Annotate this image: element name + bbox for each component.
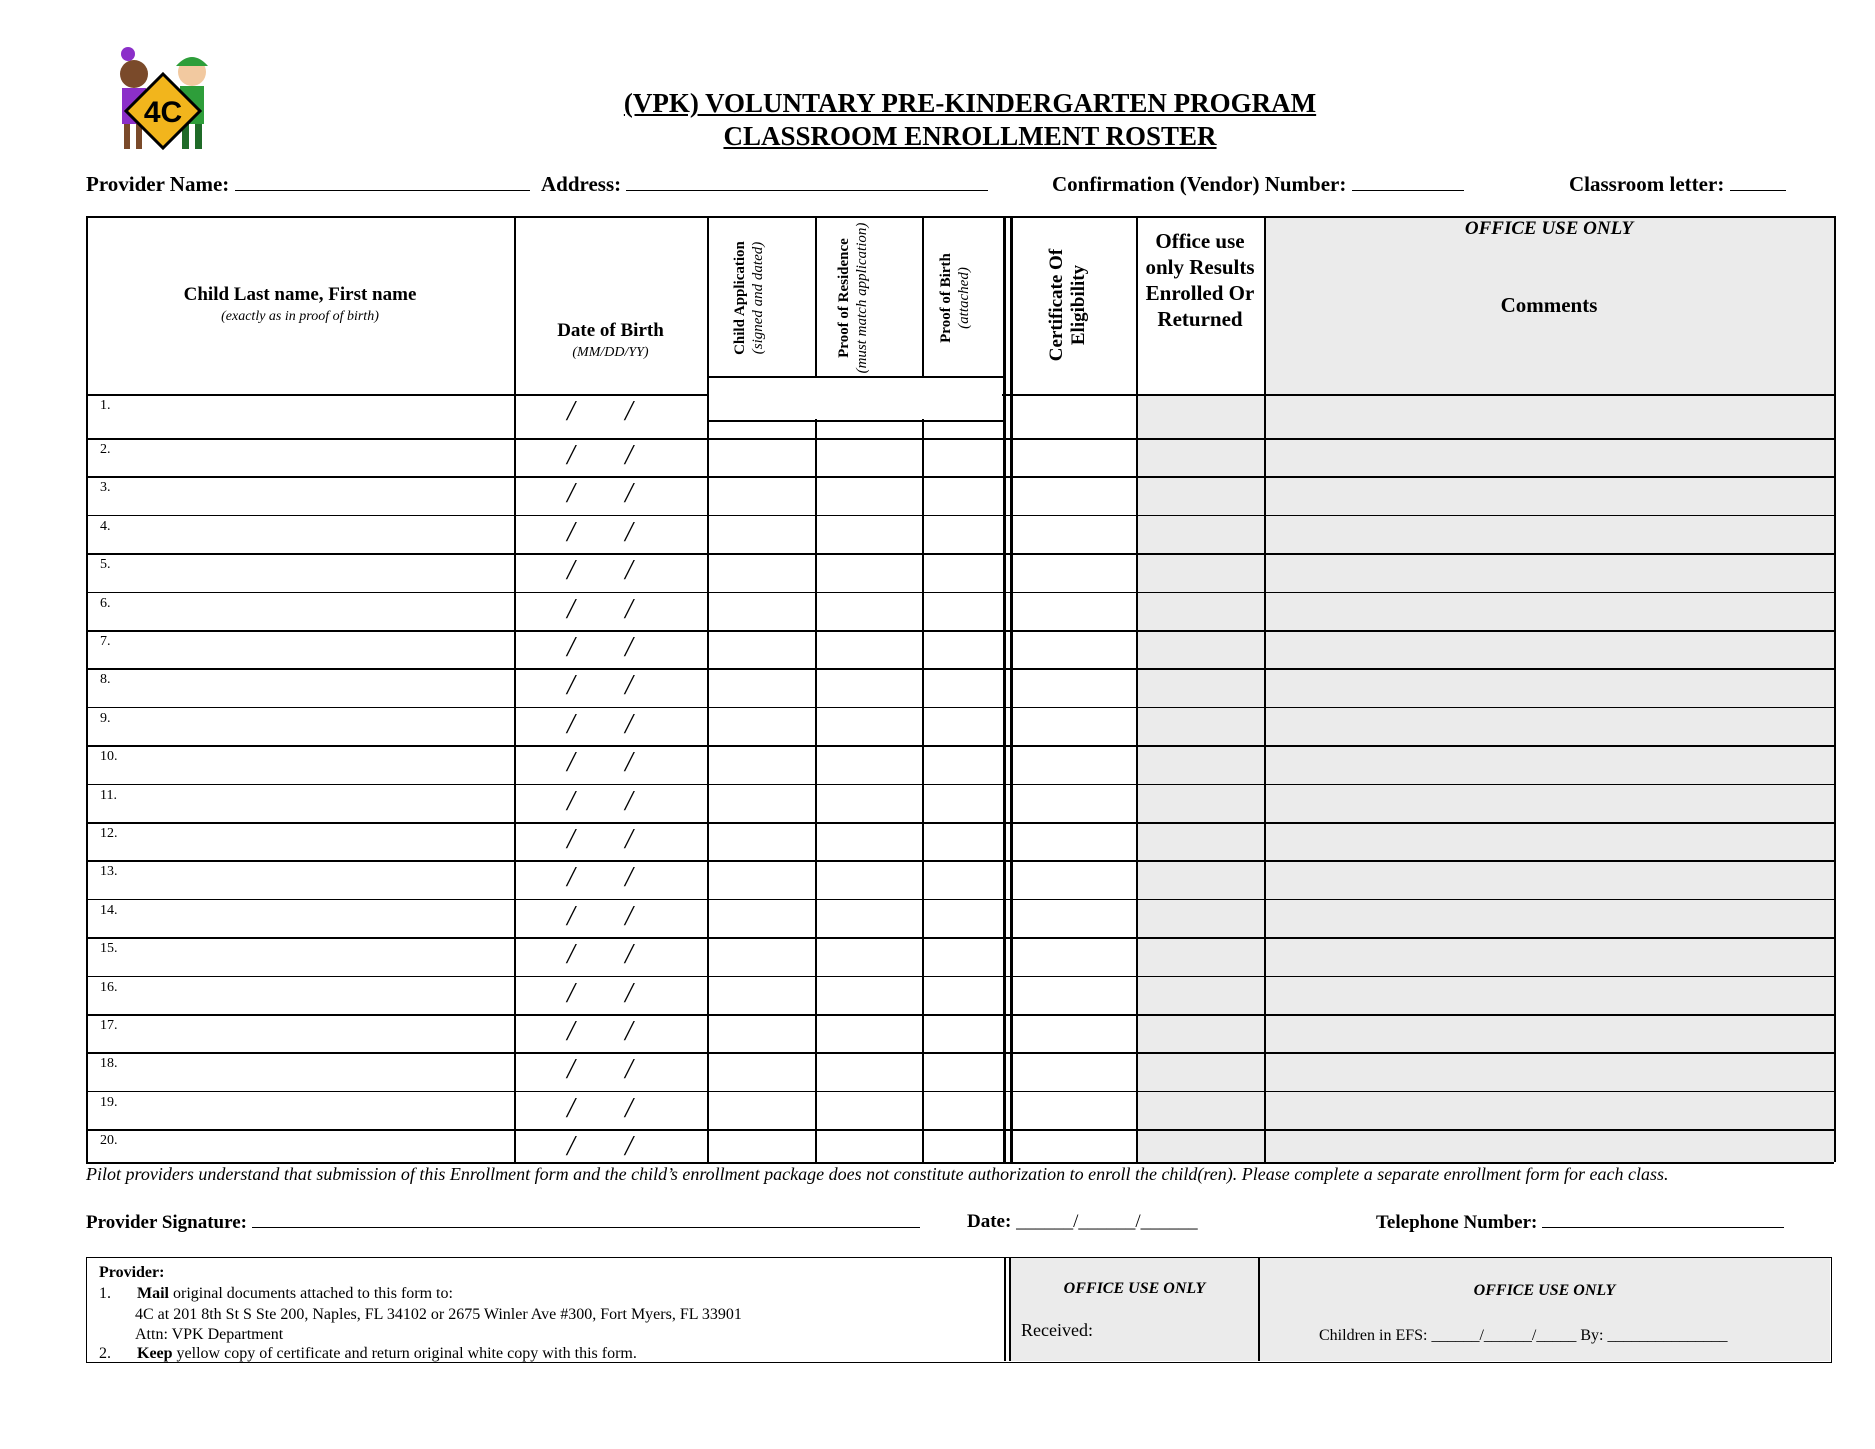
row-number: 9.: [100, 710, 111, 726]
office-results-header: Office use only Results Enrolled Or Returned: [1145, 229, 1255, 331]
signature-blank[interactable]: [252, 1211, 920, 1228]
date-separator: /: [567, 516, 575, 548]
instructions-box: [86, 1257, 1832, 1363]
table-top-border: [86, 216, 1834, 218]
row-line-15: [86, 976, 1834, 978]
date-separator: /: [567, 440, 575, 471]
date-separator: /: [625, 396, 633, 427]
table-left-border: [86, 216, 88, 1162]
instruction-1-number: 1.: [99, 1285, 111, 1302]
address-field[interactable]: [541, 170, 988, 198]
date-separator: /: [567, 478, 575, 510]
instruction-2-text: yellow copy of certificate and return original white copy with this form.: [176, 1345, 637, 1362]
date-separator: /: [567, 670, 575, 702]
row-number: 13.: [100, 864, 118, 880]
row-number: 14.: [100, 902, 118, 918]
confirmation-field[interactable]: [1052, 170, 1464, 198]
row-number: 17.: [100, 1018, 118, 1033]
address-label: Address:: [541, 172, 622, 196]
date-separator: /: [625, 785, 633, 817]
date-separator: /: [567, 785, 575, 817]
instruction-1: [99, 1283, 453, 1304]
date-separator: /: [625, 939, 633, 971]
address-blank[interactable]: [626, 170, 988, 191]
pilot-box-fill: [709, 378, 1002, 419]
provider-heading: Provider:: [99, 1264, 165, 1281]
row-number: 10.: [100, 749, 118, 765]
row-line-18: [86, 1091, 1834, 1093]
row-line-11: [86, 822, 1834, 824]
date-separator: /: [625, 632, 633, 663]
row-number: 11.: [100, 787, 117, 803]
date-separator: /: [625, 708, 633, 740]
date-separator: /: [567, 708, 575, 740]
signature-label: Provider Signature:: [86, 1212, 247, 1233]
row-number: 19.: [100, 1094, 118, 1110]
classroom-field[interactable]: [1569, 170, 1786, 198]
proof-birth-note: (attached): [956, 267, 972, 329]
instruction-2-number: 2.: [99, 1345, 111, 1362]
dob-header-note: (MM/DD/YY): [572, 345, 649, 360]
date-label: Date:: [967, 1211, 1012, 1232]
date-separator: /: [625, 478, 633, 510]
row-number: 16.: [100, 979, 118, 995]
row-number: 7.: [100, 634, 111, 649]
row-line-5: [86, 592, 1834, 594]
row-line-2: [86, 476, 1834, 478]
column-divider-4: [922, 216, 924, 1162]
date-separator: /: [625, 670, 633, 702]
row-line-17: [86, 1052, 1834, 1054]
svg-text:4C: 4C: [143, 96, 183, 129]
comments-header: Comments: [1500, 293, 1598, 317]
office-use-only-1: OFFICE USE ONLY: [1063, 1280, 1206, 1297]
row-number: 12.: [100, 826, 118, 841]
row-number: 1.: [100, 398, 111, 413]
provider-name-label: Provider Name:: [86, 172, 230, 196]
row-number: 2.: [100, 442, 111, 457]
bottom-office-divider: [1258, 1258, 1260, 1361]
telephone-label: Telephone Number:: [1376, 1212, 1538, 1233]
date-separator: /: [567, 1054, 575, 1086]
office-use-only-header: OFFICE USE ONLY: [1464, 218, 1634, 239]
proof-birth-label: Proof of Birth: [938, 253, 954, 343]
confirmation-blank[interactable]: [1352, 170, 1464, 191]
children-in-efs: Children in EFS: ______/______/_____ By: _______________: [1319, 1327, 1728, 1344]
child-application-label: Child Application: [732, 241, 748, 355]
office-use-only-2: OFFICE USE ONLY: [1473, 1282, 1616, 1299]
column-divider-1: [514, 216, 516, 1162]
column-divider-5: [1136, 216, 1138, 1162]
column-divider-2: [707, 216, 709, 1162]
4c-logo: [104, 44, 222, 159]
pilot-disclaimer: Pilot providers understand that submission of this Enrollment form and the child’s enrollment package does not constitute authorization to enroll the child(ren). Please complete a separate enrollment form for each class.: [86, 1164, 1669, 1184]
date-separator: /: [625, 862, 633, 894]
instruction-2: [99, 1343, 637, 1364]
date-separator: /: [567, 632, 575, 663]
date-separator: /: [625, 440, 633, 471]
office-results-column-shade: [1136, 394, 1264, 1162]
date-separator: /: [625, 1131, 633, 1163]
row-number: 5.: [100, 557, 111, 573]
row-line-1: [86, 438, 1834, 440]
date-separator: /: [567, 862, 575, 894]
date-separator: /: [625, 593, 633, 625]
row-line-19: [86, 1129, 1834, 1131]
mail-attn: Attn: VPK Department: [135, 1326, 284, 1343]
row-line-7: [86, 668, 1834, 670]
row-line-14: [86, 937, 1834, 939]
date-separator: /: [567, 824, 575, 855]
row-number: 4.: [100, 518, 111, 534]
double-divider-right: [1010, 216, 1013, 1162]
date-separator: /: [567, 939, 575, 971]
date-separator: /: [567, 900, 575, 932]
column-divider-3: [815, 216, 817, 1162]
row-line-13: [86, 899, 1834, 901]
child-name-header: [86, 284, 514, 328]
bottom-double-divider: [1004, 1258, 1011, 1361]
date-separator: /: [567, 977, 575, 1009]
row-line-10: [86, 784, 1834, 786]
received-label: Received:: [1021, 1320, 1093, 1340]
pilot-box-bottom: [707, 420, 1003, 422]
row-line-16: [86, 1014, 1834, 1016]
classroom-label: Classroom letter:: [1569, 172, 1725, 196]
date-separator: /: [625, 516, 633, 548]
telephone-field[interactable]: [1376, 1211, 1784, 1234]
date-separator: /: [625, 900, 633, 932]
child-name-header-note: (exactly as in proof of birth): [221, 309, 379, 324]
date-separator: /: [625, 555, 633, 587]
comments-column-shade: [1264, 216, 1834, 1162]
certificate-header: Certificate Of Eligibility: [1046, 248, 1089, 362]
child-name-header-label: Child Last name, First name: [183, 284, 417, 305]
date-separator: /: [625, 824, 633, 855]
date-separator: /: [567, 1131, 575, 1163]
form-subtitle: CLASSROOM ENROLLMENT ROSTER: [723, 121, 1217, 151]
proof-residence-note: (must match application): [854, 222, 870, 374]
confirmation-label: Confirmation (Vendor) Number:: [1052, 172, 1347, 196]
row-number: 8.: [100, 672, 111, 688]
classroom-blank[interactable]: [1730, 170, 1786, 191]
proof-residence-label: Proof of Residence: [836, 238, 852, 358]
form-title: (VPK) VOLUNTARY PRE-KINDERGARTEN PROGRAM: [623, 88, 1317, 118]
proof-birth-header: [937, 213, 1005, 383]
row-line-4: [86, 553, 1834, 555]
row-number: 20.: [100, 1133, 118, 1149]
column-divider-6: [1264, 216, 1266, 1162]
date-separator: /: [567, 593, 575, 625]
row-line-8: [86, 707, 1834, 709]
instruction-1-bold: Mail: [137, 1285, 169, 1302]
dob-header-label: Date of Birth: [557, 320, 664, 341]
row-number: 15.: [100, 941, 118, 957]
row-number: 18.: [100, 1056, 118, 1072]
date-separator: /: [567, 1016, 575, 1047]
mail-address: 4C at 201 8th St S Ste 200, Naples, FL 34102 or 2675 Winler Ave #300, Fort Myers, FL 33901: [135, 1306, 742, 1323]
date-separator: /: [567, 555, 575, 587]
date-separator: /: [625, 1054, 633, 1086]
date-separator: /: [567, 1092, 575, 1124]
provider-name-blank[interactable]: [235, 170, 530, 191]
row-line-3: [86, 515, 1834, 517]
date-separator: /: [625, 1092, 633, 1124]
row-line-12: [86, 860, 1834, 862]
date-separator: /: [625, 977, 633, 1009]
date-field[interactable]: [967, 1211, 1198, 1233]
date-separator: /: [567, 747, 575, 779]
child-application-header: [731, 213, 799, 383]
telephone-blank[interactable]: [1542, 1211, 1784, 1228]
table-right-border: [1834, 216, 1836, 1162]
dob-header: [514, 320, 707, 364]
instruction-2-bold: Keep: [137, 1345, 173, 1362]
row-number: 3.: [100, 480, 111, 496]
date-separator: /: [625, 1016, 633, 1047]
signature-field[interactable]: [86, 1211, 920, 1234]
child-application-note: (signed and dated): [750, 241, 766, 355]
provider-name-field[interactable]: [86, 170, 530, 198]
double-divider-left: [1003, 216, 1006, 1162]
row-number: 6.: [100, 595, 111, 611]
proof-residence-header: [835, 213, 903, 383]
row-line-9: [86, 745, 1834, 747]
date-separator: /: [567, 396, 575, 427]
row-line-6: [86, 630, 1834, 632]
date-blanks[interactable]: ______/______/______: [1016, 1211, 1198, 1232]
instruction-1-text: original documents attached to this form to:: [173, 1285, 453, 1302]
date-separator: /: [625, 747, 633, 779]
